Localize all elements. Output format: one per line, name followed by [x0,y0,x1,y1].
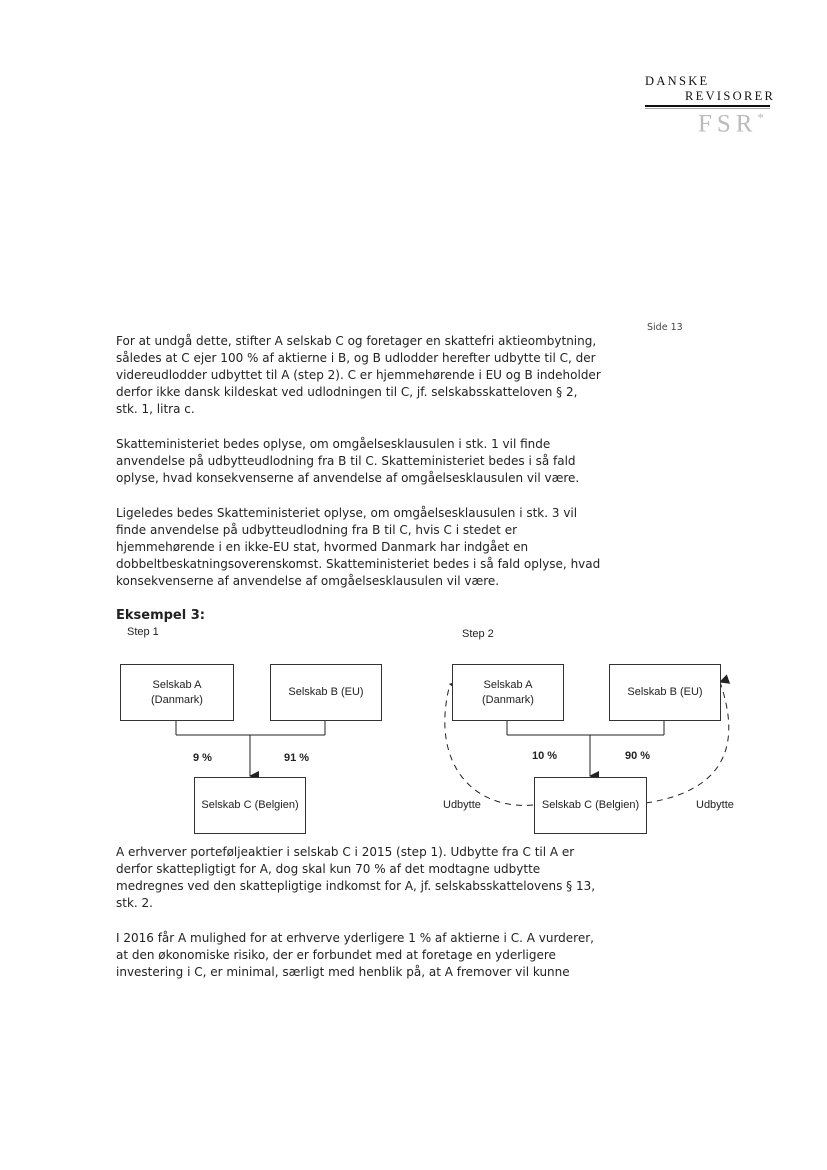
step2-pct-b: 90 % [625,750,651,762]
paragraph-line: derfor skattepligtigt for A, dog skal kun 70 % af det modtagne udbytte [116,862,541,876]
step1-selskab-b-box: Selskab B (EU) [270,664,382,721]
step2-pct-a: 10 % [532,750,558,762]
example-heading: Eksempel 3: [116,608,205,623]
step2-selskab-b-box: Selskab B (EU) [609,664,721,721]
step1-label: Step 1 [127,626,159,638]
step2-connector [507,720,664,776]
fsr-mark: FSR* [698,110,769,138]
step2-label: Step 2 [462,628,494,640]
step2-selskab-a-box: Selskab A (Danmark) [452,664,564,721]
paragraph-line: anvendelse på udbytteudlodning fra B til C. Skatteministeriet bedes i så fald [116,454,576,468]
paragraph-line: oplyse, hvad konsekvenserne af anvendelse af omgåelsesklausulen vil være. [116,471,580,485]
udbytte-label-left: Udbytte [443,799,481,811]
page-number: Side 13 [647,322,683,333]
step1-pct-b: 91 % [284,752,310,764]
paragraph-line: Skatteministeriet bedes oplyse, om omgåelsesklausulen i stk. 1 vil finde [116,437,551,451]
paragraph-line: således at C ejer 100 % af aktierne i B, og B udlodder herefter udbytte til C, der [116,351,596,365]
logo-line-1: DANSKE [645,74,710,88]
paragraph-line: konsekvenserne af anvendelse af omgåelsesklausulen vil være. [116,574,500,588]
paragraph-line: stk. 2. [116,896,153,910]
paragraph-line: I 2016 får A mulighed for at erhverve yderligere 1 % af aktierne i C. A vurderer, [116,931,594,945]
paragraph-line: hjemmehørende i en ikke-EU stat, hvormed Danmark har indgået en [116,540,529,554]
paragraph-line: derfor ikke dansk kildeskat ved udlodningen til C, jf. selskabsskatteloven § 2, [116,385,578,399]
paragraph-line: at den økonomiske risiko, der er forbundet med at foretage en yderligere [116,948,556,962]
paragraph-line: For at undgå dette, stifter A selskab C og foretager en skattefri aktieombytning, [116,334,597,348]
step1-connector [176,720,325,776]
paragraph-line: videreudlodder udbyttet til A (step 2). C er hjemmehørende i EU og B indeholder [116,368,601,382]
paragraph-line: medregnes ved den skattepligtige indkomst for A, jf. selskabsskattelovens § 13, [116,879,596,893]
paragraph-line: Ligeledes bedes Skatteministeriet oplyse, om omgåelsesklausulen i stk. 3 vil [116,506,578,520]
step2-selskab-c-box: Selskab C (Belgien) [534,777,647,834]
udbytte-label-right: Udbytte [696,799,734,811]
paragraph-line: investering i C, er minimal, særligt med henblik på, at A fremover vil kunne [116,965,570,979]
step1-selskab-a-box: Selskab A (Danmark) [120,664,234,721]
step1-selskab-c-box: Selskab C (Belgien) [194,777,306,834]
paragraph-line: A erhverver porteføljeaktier i selskab C i 2015 (step 1). Udbytte fra C til A er [116,845,575,859]
paragraph-line: finde anvendelse på udbytteudlodning fra B til C, hvis C i stedet er [116,523,518,537]
paragraph-line: dobbeltbeskatningsoverenskomst. Skatteministeriet bedes i så fald oplyse, hvad [116,557,601,571]
paragraph-5 [116,930,616,981]
logo-line-2: REVISORER [685,89,776,103]
paragraph-4 [116,844,616,912]
step1-pct-a: 9 % [193,752,212,764]
paragraph-line: stk. 1, litra c. [116,402,195,416]
